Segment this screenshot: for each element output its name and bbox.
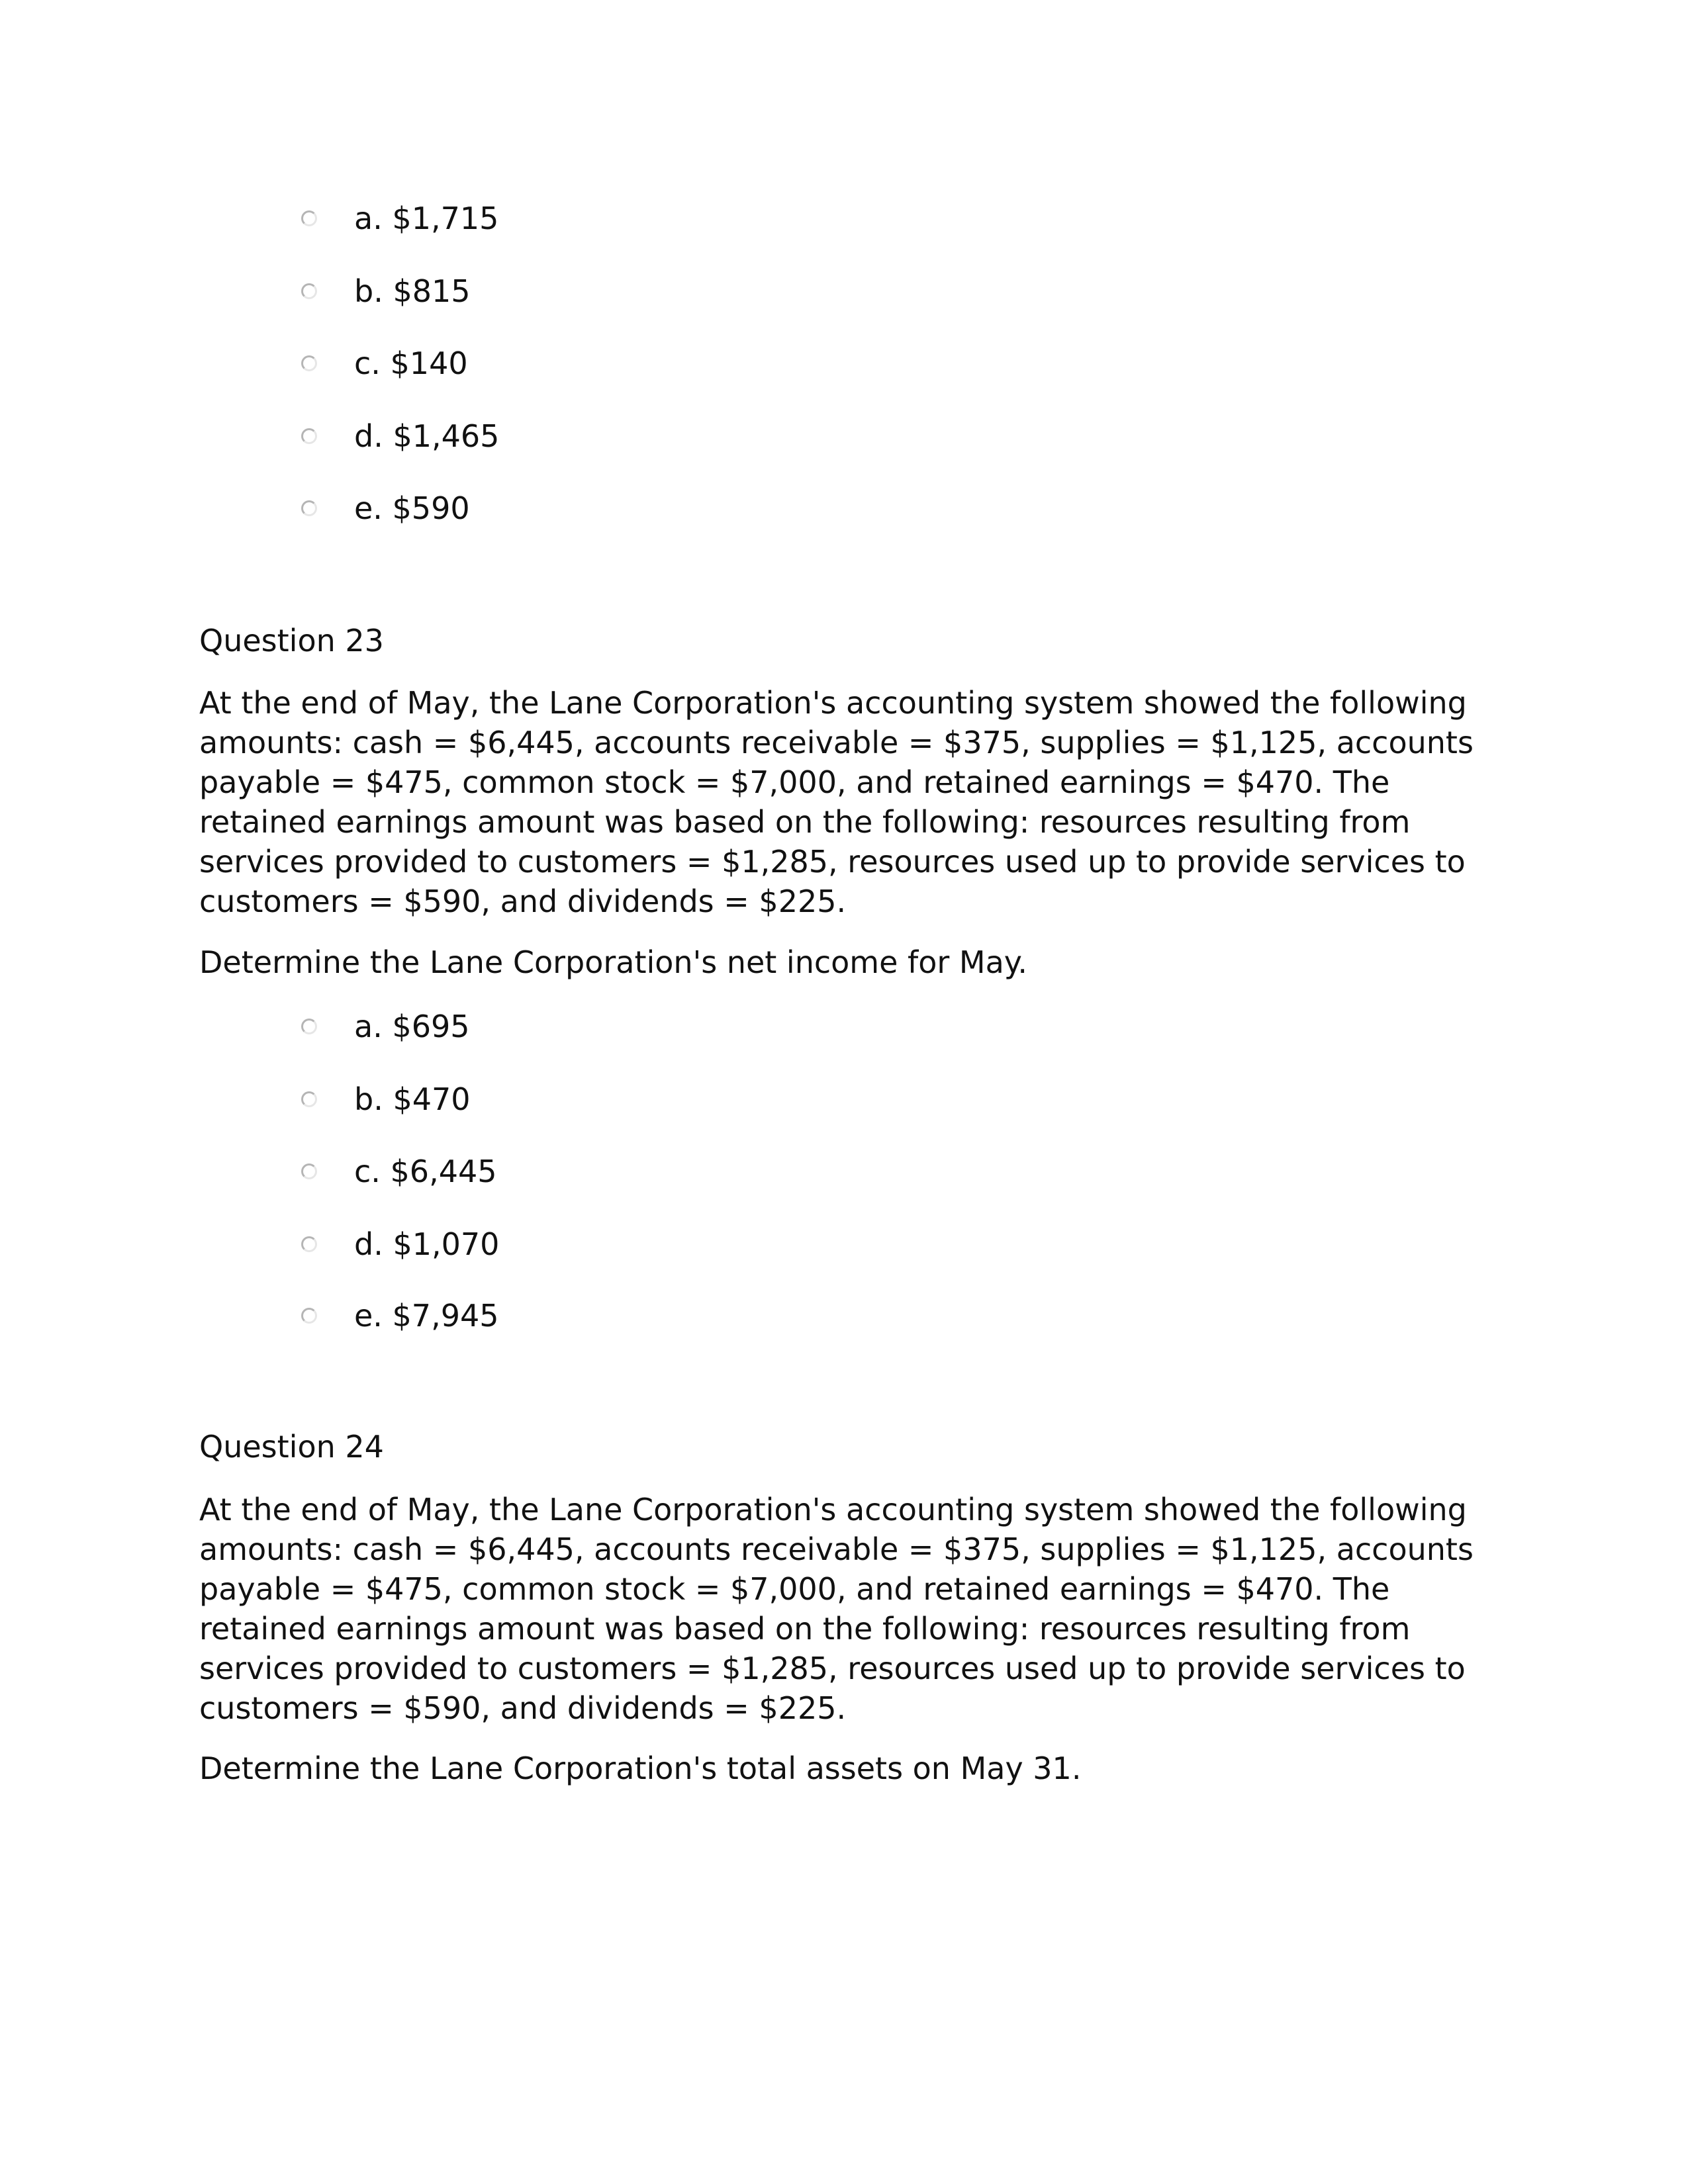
body-line: amounts: cash = $6,445, accounts receivable = $375, supplies = $1,125, accounts <box>199 725 1474 760</box>
option-e[interactable] <box>301 488 470 528</box>
body-line: customers = $590, and dividends = $225. <box>199 884 847 919</box>
radio-button[interactable] <box>301 1163 317 1179</box>
radio-button[interactable] <box>301 210 317 226</box>
body-line: amounts: cash = $6,445, accounts receivable = $375, supplies = $1,125, accounts <box>199 1531 1474 1567</box>
q23-option-e[interactable] <box>301 1296 499 1336</box>
question-23-body <box>199 683 1474 921</box>
body-line: retained earnings amount was based on the following: resources resulting from <box>199 1611 1411 1647</box>
question-24-body <box>199 1490 1474 1728</box>
q23-option-a[interactable] <box>301 1007 470 1046</box>
radio-button[interactable] <box>301 1019 317 1034</box>
body-line: At the end of May, the Lane Corporation's accounting system showed the following <box>199 1492 1467 1527</box>
question-23-prompt: Determine the Lane Corporation's net income for May. <box>199 944 1028 980</box>
option-c[interactable] <box>301 343 468 383</box>
option-label: e. $590 <box>354 490 470 526</box>
option-label: d. $1,465 <box>354 418 500 454</box>
body-line: payable = $475, common stock = $7,000, and retained earnings = $470. The <box>199 764 1390 800</box>
option-label: c. $140 <box>354 345 468 381</box>
q23-option-c[interactable] <box>301 1152 497 1191</box>
question-23-title: Question 23 <box>199 623 384 659</box>
option-label: c. $6,445 <box>354 1154 497 1189</box>
option-b[interactable] <box>301 271 471 311</box>
question-24-title: Question 24 <box>199 1429 384 1465</box>
body-line: services provided to customers = $1,285, resources used up to provide services to <box>199 844 1466 880</box>
body-line: customers = $590, and dividends = $225. <box>199 1690 847 1726</box>
radio-button[interactable] <box>301 1236 317 1252</box>
radio-button[interactable] <box>301 355 317 371</box>
body-line: retained earnings amount was based on the following: resources resulting from <box>199 804 1411 840</box>
option-label: a. $1,715 <box>354 201 499 236</box>
option-a[interactable] <box>301 199 498 238</box>
option-d[interactable] <box>301 416 499 456</box>
option-label: a. $695 <box>354 1009 470 1044</box>
radio-button[interactable] <box>301 428 317 444</box>
radio-button[interactable] <box>301 500 317 516</box>
q23-option-d[interactable] <box>301 1224 499 1264</box>
option-label: b. $815 <box>354 273 471 309</box>
option-label: e. $7,945 <box>354 1298 499 1334</box>
radio-button[interactable] <box>301 283 317 299</box>
body-line: services provided to customers = $1,285, resources used up to provide services to <box>199 1651 1466 1686</box>
question-24-prompt: Determine the Lane Corporation's total assets on May 31. <box>199 1751 1082 1786</box>
body-line: payable = $475, common stock = $7,000, and retained earnings = $470. The <box>199 1571 1390 1607</box>
option-label: d. $1,070 <box>354 1226 500 1262</box>
q23-option-b[interactable] <box>301 1079 471 1119</box>
option-label: b. $470 <box>354 1081 471 1117</box>
radio-button[interactable] <box>301 1091 317 1107</box>
radio-button[interactable] <box>301 1308 317 1324</box>
body-line: At the end of May, the Lane Corporation's accounting system showed the following <box>199 685 1467 721</box>
